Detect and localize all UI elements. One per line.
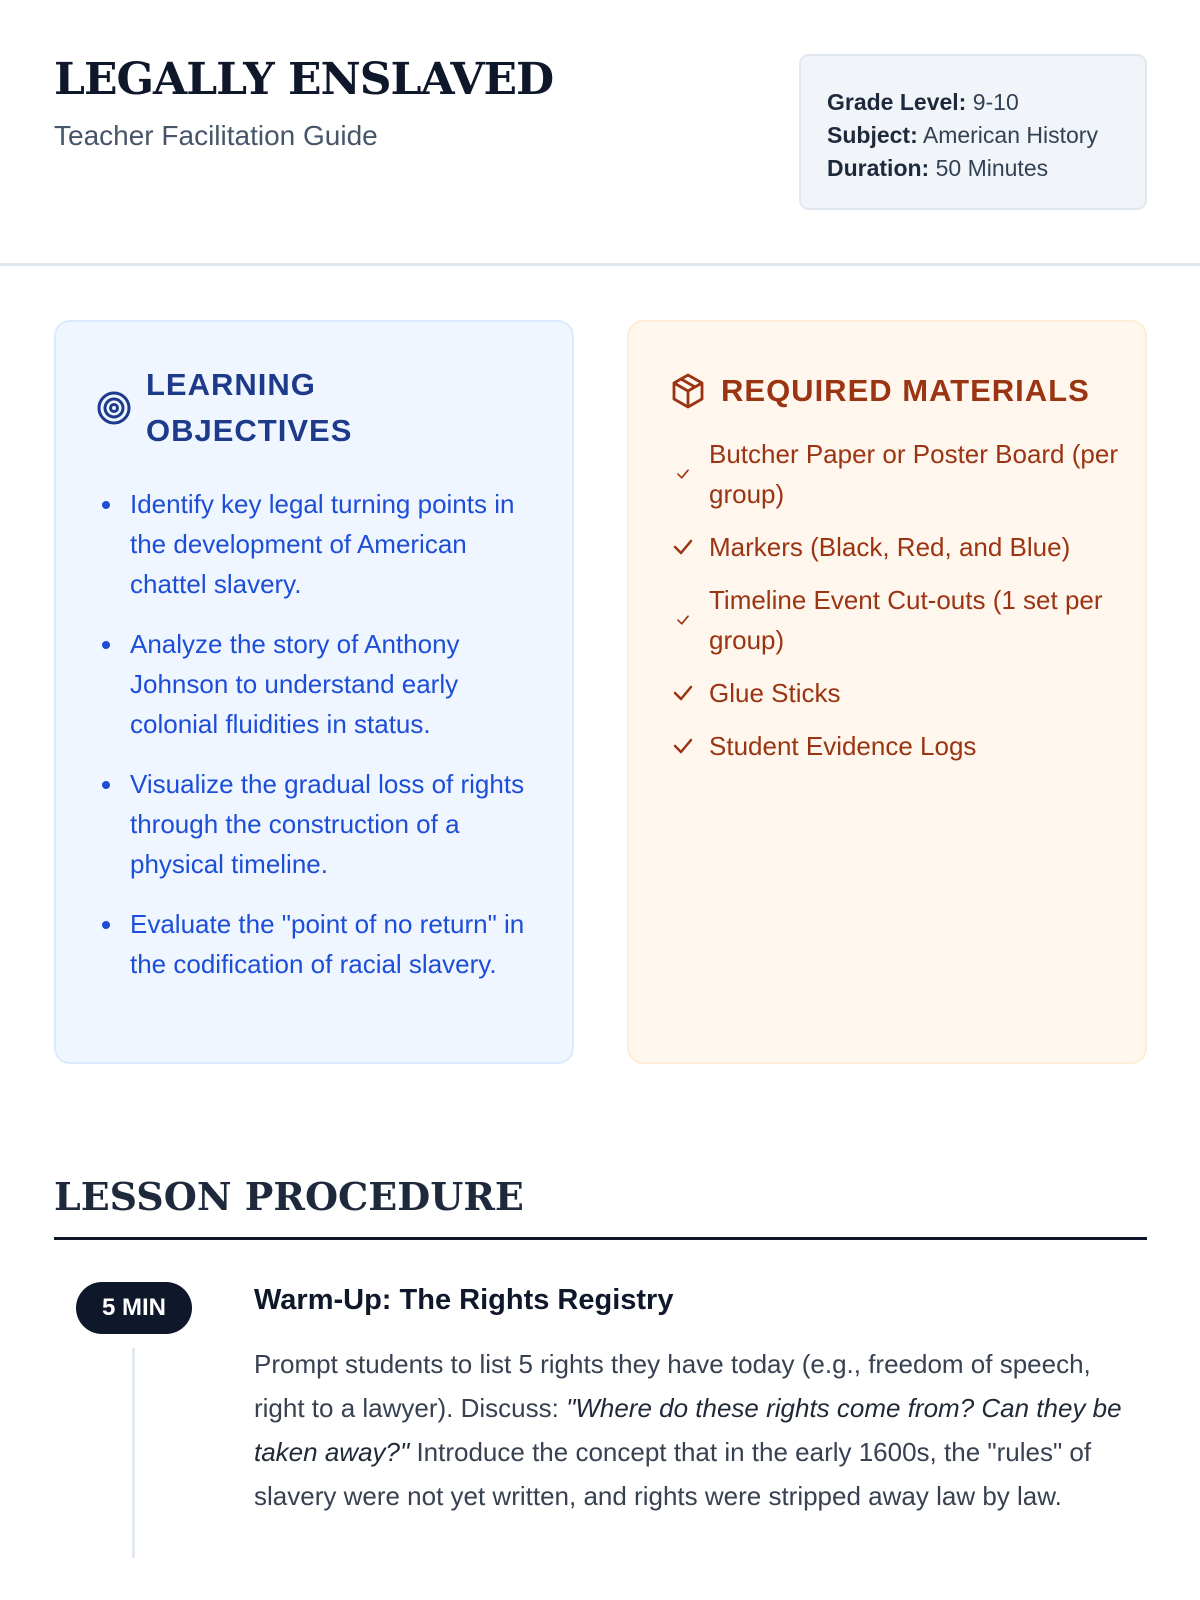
meta-subject: Subject: American History [827,122,1098,148]
objectives-header [96,362,406,454]
objective-item: Identify key legal turning points in the development of American chattel slavery. [100,484,550,604]
page-header [0,0,1200,266]
package-icon [671,373,705,409]
objective-item: Analyze the story of Anthony Johnson to understand early colonial fluidities in status. [100,624,550,744]
material-item [671,434,1121,514]
procedure-divider [54,1237,1147,1240]
material-label: Glue Sticks [709,678,841,708]
material-item [671,726,1121,766]
lesson-meta-box [799,54,1147,210]
step-text: Prompt students to list 5 rights they have today (e.g., freedom of speech, right to a lawyer). Discuss: [254,1349,1091,1423]
target-icon [96,390,132,426]
objective-item: Visualize the gradual loss of rights through the construction of a physical timeline. [100,764,550,884]
step-title: Warm-Up: The Rights Registry [254,1284,674,1316]
material-label: Markers (Black, Red, and Blue) [709,532,1071,562]
material-item [671,673,1121,713]
page-title: LEGALLY ENSLAVED [54,54,554,105]
check-icon [671,467,695,481]
materials-title: REQUIRED MATERIALS [721,373,1090,408]
materials-header [671,368,1090,414]
page-subtitle: Teacher Facilitation Guide [54,120,378,151]
material-label: Student Evidence Logs [709,731,977,761]
objectives-list [100,484,550,1004]
step-description [254,1342,1134,1518]
required-materials-card [627,320,1147,1064]
objective-item: Evaluate the "point of no return" in the codification of racial slavery. [100,904,550,984]
check-icon [671,735,695,757]
material-item [671,580,1121,660]
material-label: Timeline Event Cut-outs (1 set per group) [709,585,1103,655]
material-item [671,527,1121,567]
meta-duration: Duration: 50 Minutes [827,155,1049,181]
check-icon [671,536,695,558]
step-text: Introduce the concept that in the early 1600s, the "rules" of slavery were not yet written, and rights were stripped away law by law. [254,1437,1092,1511]
step-quote: "Where do these rights come from? Can they be taken away?" [254,1393,1122,1467]
objectives-title: LEARNING OBJECTIVES [146,367,353,448]
material-label: Butcher Paper or Poster Board (per group) [709,439,1118,509]
step-timeline-line [132,1348,135,1558]
materials-list [671,434,1121,779]
learning-objectives-card [54,320,574,1064]
check-icon [671,613,695,627]
meta-grade-level: Grade Level: 9-10 [827,89,1019,115]
check-icon [671,682,695,704]
step-time-badge: 5 MIN [76,1282,192,1334]
procedure-title: LESSON PROCEDURE [54,1174,524,1219]
